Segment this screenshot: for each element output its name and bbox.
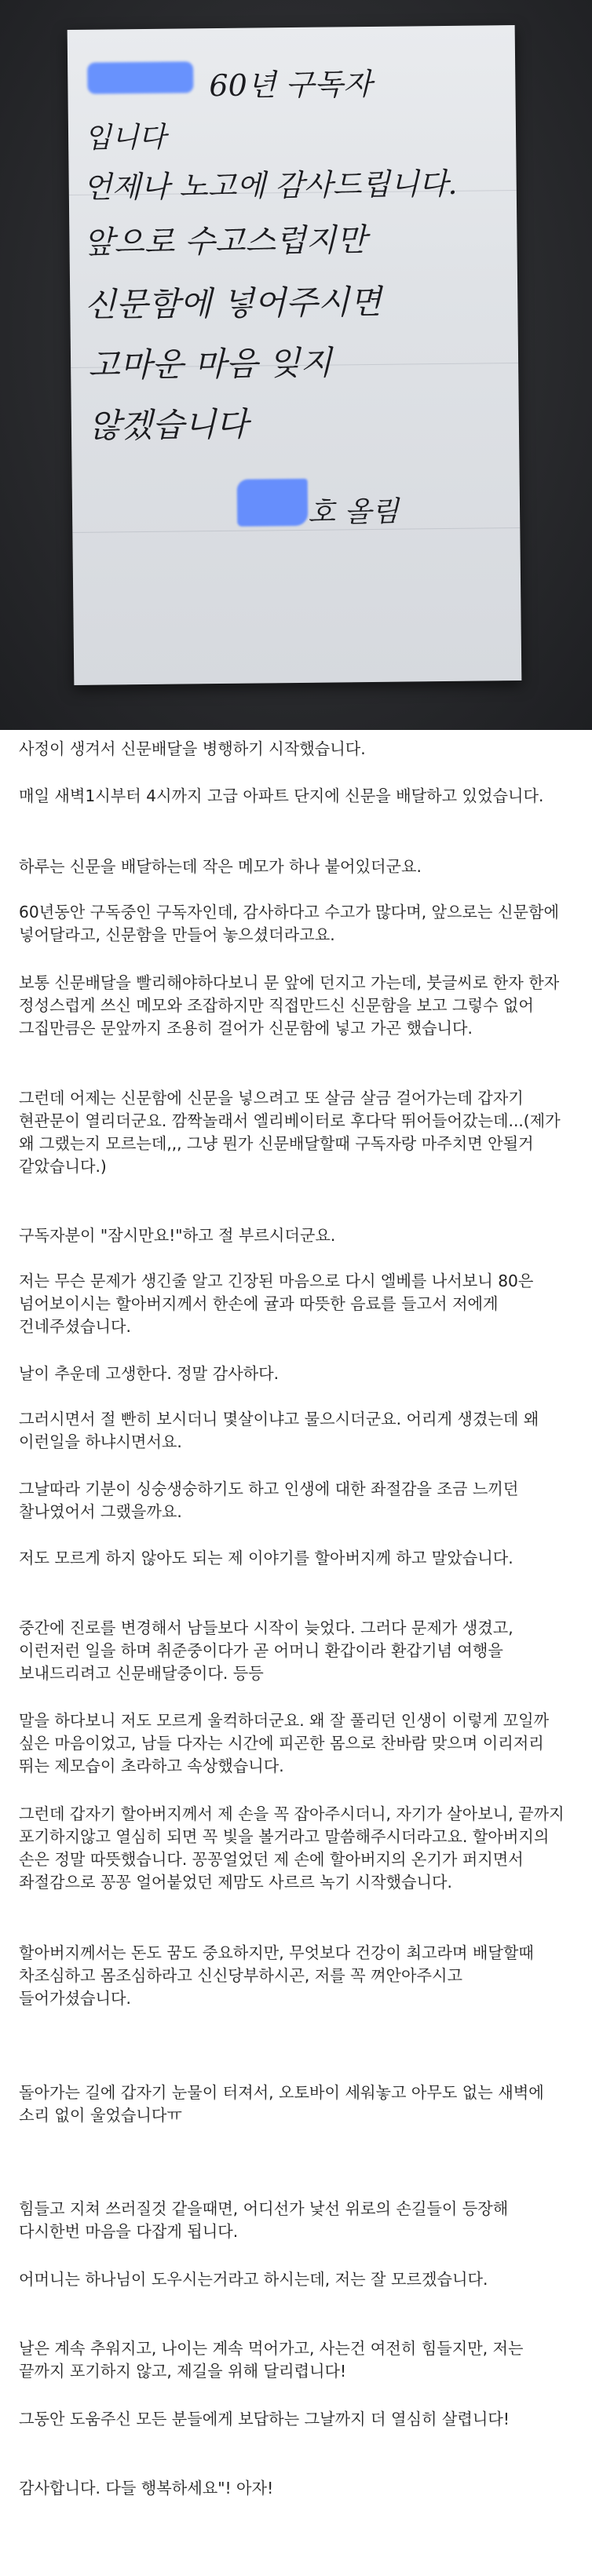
paragraph-4: 60년동안 구독중인 구독자인데, 감사하다고 수고가 많다며, 앞으로는 신문함에 넣어달라고, 신문함을 만들어 놓으셨더라고요. xyxy=(19,903,559,944)
memo-line-3: 앞으로 수고스럽지만 xyxy=(83,222,367,261)
memo-line-5: 고마운 마음 잊지 xyxy=(87,343,333,385)
paragraph-19: 어머니는 하나님이 도우시는거라고 하시는데, 저는 잘 모르겠습니다. xyxy=(19,2270,488,2289)
paragraph-10: 그러시면서 절 빤히 보시더니 몇살이냐고 물으시더군요. 어리게 생겼는데 왜 이런일을 하냐시면서요. xyxy=(19,1410,539,1451)
paragraph-22: 감사합니다. 다들 행복하세요"! 아자! xyxy=(19,2479,274,2498)
memo-signature: 호 올림 xyxy=(307,495,400,529)
paragraph-1: 사정이 생겨서 신문배달을 병행하기 시작했습니다. xyxy=(19,739,366,758)
paragraph-11: 그날따라 기분이 싱숭생숭하기도 하고 인생에 대한 좌절감을 조금 느끼던 찰나였어서 그랬을까요. xyxy=(19,1480,519,1521)
paragraph-12: 저도 모르게 하지 않아도 되는 제 이야기를 할아버지께 하고 말았습니다. xyxy=(19,1549,513,1567)
paper-crease xyxy=(72,527,520,533)
memo-line-1: 입니다 xyxy=(83,121,166,155)
paragraph-17: 돌아가는 길에 갑자기 눈물이 터져서, 오토바이 세워놓고 아무도 없는 새벽에 소리 없이 울었습니다ㅠ xyxy=(19,2083,544,2125)
paragraph-14: 말을 하다보니 저도 모르게 울컥하더군요. 왜 잘 풀리던 인생이 이렇게 꼬일까 싶은 마음이었고, 남들 다자는 시간에 피곤한 몸으로 찬바람 맞으며 이리저리 뛰는 제모습이 초라하고 속상했습니다. xyxy=(19,1711,550,1775)
paragraph-9: 날이 추운데 고생한다. 정말 감사하다. xyxy=(19,1364,280,1383)
paragraph-20: 날은 계속 추워지고, 나이는 계속 먹어가고, 사는건 여전히 힘들지만, 저는 끝까지 포기하지 않고, 제길을 위해 달리렵니다! xyxy=(19,2339,524,2381)
paragraph-7: 구독자분이 "잠시만요!"하고 절 부르시더군요. xyxy=(19,1226,336,1245)
memo-line-2: 언제나 노고에 감사드립니다. xyxy=(82,166,458,205)
paragraph-13: 중간에 진로를 변경해서 남들보다 시작이 늦었다. 그러다 문제가 생겼고, 이런저런 일을 하며 취준중이다가 곧 어머니 환갑이라 환갑기념 여행을 보내드리려고 신문배달중이다. 등등 xyxy=(19,1618,513,1683)
paragraph-16: 할아버지께서는 돈도 꿈도 중요하지만, 무엇보다 건강이 최고라며 배달할때 차조심하고 몸조심하라고 신신당부하시곤, 저를 꼭 껴안아주시고 들어가셨습니다. xyxy=(19,1943,534,2008)
redacted-name-blot xyxy=(87,61,193,93)
paragraph-21: 그동안 도움주신 모든 분들에게 보답하는 그날까지 더 열심히 살렵니다! xyxy=(19,2410,510,2428)
handwritten-memo-paper xyxy=(68,25,522,685)
paragraph-2: 매일 새벽1시부터 4시까지 고급 아파트 단지에 신문을 배달하고 있었습니다. xyxy=(19,786,544,805)
paragraph-18: 힘들고 지쳐 쓰러질것 같을때면, 어디선가 낯선 위로의 손길들이 등장해 다시한번 마음을 다잡게 됩니다. xyxy=(19,2199,509,2241)
paragraph-5: 보통 신문배달을 빨리해야하다보니 문 앞에 던지고 가는데, 붓글씨로 한자 한자 정성스럽게 쓰신 메모와 조잡하지만 직접만드신 신문함을 보고 그렇수 없어 그집만큼은 문앞까지 조용히 걸어가 신문함에 넣고 가곤 했습니다. xyxy=(19,973,560,1038)
paragraph-6: 그런데 어제는 신문함에 신문을 넣으려고 또 살금 살금 걸어가는데 갑자기 현관문이 열리더군요. 깜짝놀래서 엘리베이터로 후다닥 뛰어들어갔는데...(제가 왜 그랬는지 모르는데,,, 그냥 뭔가 신문배달할때 구독자랑 마주치면 안될거 같았습니다.) xyxy=(19,1089,561,1176)
paragraph-15: 그런데 갑자기 할아버지께서 제 손을 꼭 잡아주시더니, 자기가 살아보니, 끝까지 포기하지않고 열심히 되면 꼭 빛을 볼거라고 말씀해주시더라고요. 할아버지의 손은 정말 따뜻했습니다. 꽁꽁얼었던 제 손에 할아버지의 온기가 퍼지면서 좌절감으로 꽁꽁 얼어붙었던 제맘도 사르르 녹기 시작했습니다. xyxy=(19,1804,565,1892)
paragraph-8: 저는 무슨 문제가 생긴줄 알고 긴장된 마음으로 다시 엘베를 나서보니 80은 넘어보이시는 할아버지께서 한손에 귤과 따뜻한 음료를 들고서 저에게 건네주셨습니다. xyxy=(19,1272,534,1336)
redacted-signature-blot xyxy=(237,479,309,527)
memo-line-6: 않겠습니다 xyxy=(88,404,249,445)
memo-line-4: 신문함에 넣어주시면 xyxy=(84,282,382,324)
paragraph-3: 하루는 신문을 배달하는데 작은 메모가 하나 붙어있더군요. xyxy=(19,857,422,876)
memo-photo xyxy=(0,0,592,730)
memo-line-header: 60년 구독자 xyxy=(209,66,372,104)
